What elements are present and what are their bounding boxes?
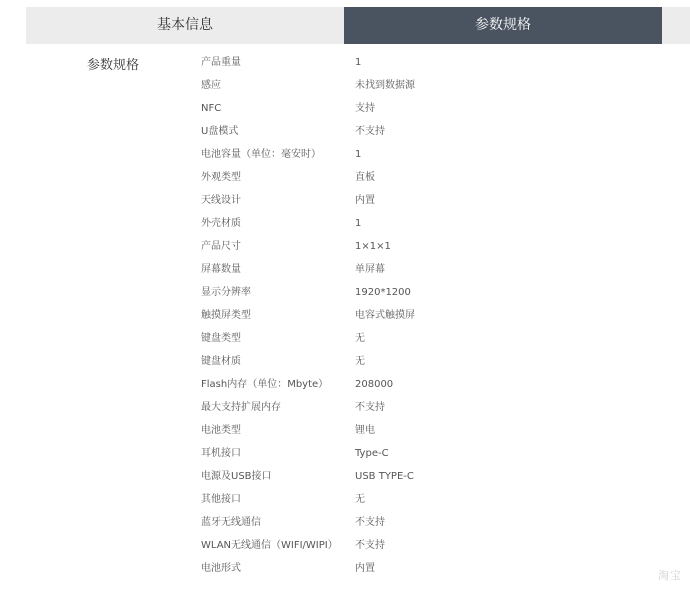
spec-label: 电池类型 [201, 425, 241, 436]
tab-bar-filler [662, 7, 690, 44]
spec-row [0, 281, 690, 304]
spec-label: WLAN无线通信（WIFI/WIPI） [201, 540, 338, 551]
spec-value: 未找到数据源 [355, 80, 415, 91]
spec-label: 显示分辨率 [201, 287, 251, 298]
tab-bar [26, 7, 690, 44]
spec-label: Flash内存（单位：Mbyte） [201, 379, 329, 390]
spec-row [0, 534, 690, 557]
spec-row [0, 51, 690, 74]
spec-row [0, 166, 690, 189]
spec-label: 外观类型 [201, 172, 241, 183]
spec-value: 208000 [355, 379, 394, 390]
spec-value: 1 [355, 57, 362, 68]
spec-list [0, 51, 690, 580]
spec-value: USB TYPE-C [355, 471, 414, 482]
spec-value: 无 [355, 494, 365, 505]
spec-row [0, 327, 690, 350]
spec-row [0, 419, 690, 442]
spec-row [0, 120, 690, 143]
spec-label: 耳机接口 [201, 448, 241, 459]
spec-label: 最大支持扩展内存 [201, 402, 281, 413]
spec-value: 直板 [355, 172, 375, 183]
spec-row [0, 442, 690, 465]
spec-label: 触摸屏类型 [201, 310, 251, 321]
spec-row [0, 488, 690, 511]
spec-label: 感应 [201, 80, 221, 91]
spec-value: 不支持 [355, 540, 385, 551]
spec-label: 电池形式 [201, 563, 241, 574]
spec-row [0, 373, 690, 396]
spec-label: U盘模式 [201, 126, 239, 137]
section-title: 参数规格 [87, 58, 140, 73]
spec-label: 键盘类型 [201, 333, 241, 344]
watermark: 淘宝 [658, 569, 682, 582]
spec-label: NFC [201, 103, 222, 114]
spec-value: Type-C [355, 448, 389, 459]
spec-value: 支持 [355, 103, 375, 114]
spec-row [0, 396, 690, 419]
spec-label: 电源及USB接口 [201, 471, 272, 482]
spec-row [0, 557, 690, 580]
spec-row [0, 143, 690, 166]
spec-value: 单屏幕 [355, 264, 385, 275]
spec-value: 锂电 [355, 425, 375, 436]
spec-label: 蓝牙无线通信 [201, 517, 261, 528]
spec-value: 1 [355, 218, 362, 229]
spec-row [0, 212, 690, 235]
spec-value: 不支持 [355, 402, 385, 413]
spec-value: 无 [355, 356, 365, 367]
spec-label: 外壳材质 [201, 218, 241, 229]
spec-row [0, 511, 690, 534]
spec-row [0, 350, 690, 373]
spec-value: 1920*1200 [355, 287, 411, 298]
spec-label: 键盘材质 [201, 356, 241, 367]
spec-label: 产品重量 [201, 57, 241, 68]
spec-row [0, 97, 690, 120]
spec-value: 电容式触摸屏 [355, 310, 415, 321]
spec-row [0, 189, 690, 212]
spec-value: 无 [355, 333, 365, 344]
tab-basic-info[interactable]: 基本信息 [26, 7, 344, 44]
spec-row [0, 465, 690, 488]
spec-value: 不支持 [355, 517, 385, 528]
spec-row [0, 304, 690, 327]
spec-row [0, 258, 690, 281]
spec-value: 内置 [355, 563, 375, 574]
spec-label: 产品尺寸 [201, 241, 241, 252]
spec-row [0, 235, 690, 258]
spec-label: 其他接口 [201, 494, 241, 505]
spec-value: 内置 [355, 195, 375, 206]
spec-row [0, 74, 690, 97]
spec-value: 不支持 [355, 126, 385, 137]
spec-value: 1 [355, 149, 362, 160]
spec-value: 1×1×1 [355, 241, 391, 252]
spec-label: 电池容量（单位：毫安时） [201, 149, 321, 160]
spec-label: 天线设计 [201, 195, 241, 206]
tab-specifications[interactable]: 参数规格 [344, 7, 662, 44]
spec-label: 屏幕数量 [201, 264, 241, 275]
